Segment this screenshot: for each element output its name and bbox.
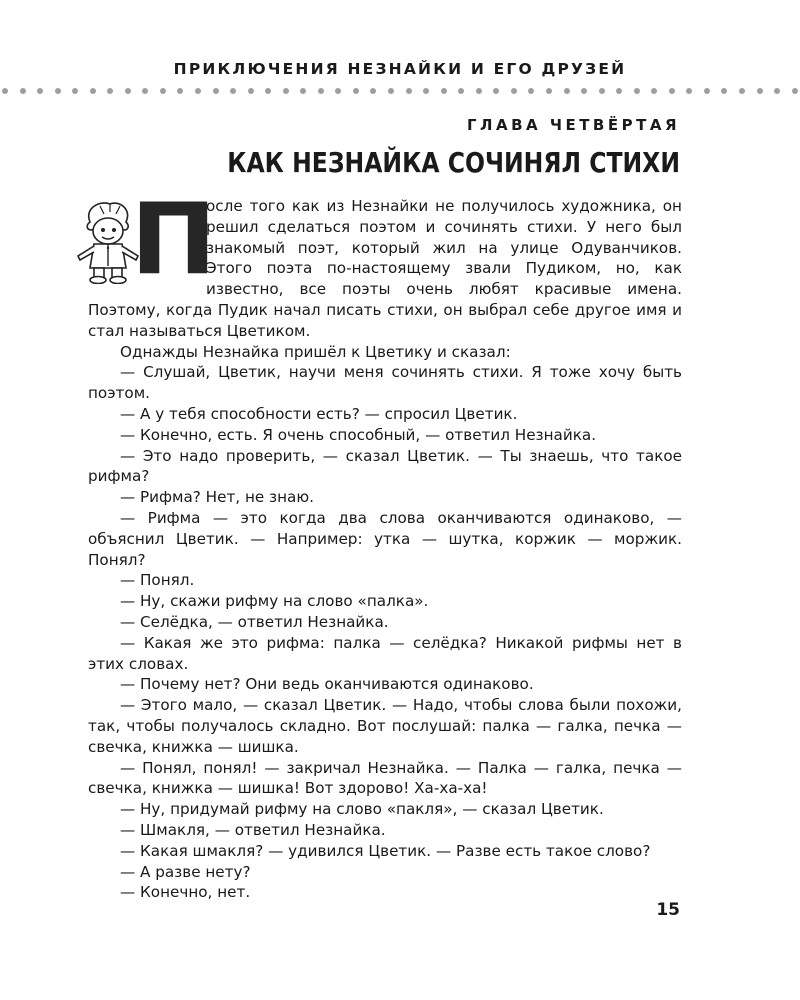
divider-dot bbox=[546, 88, 552, 94]
divider-dot bbox=[599, 88, 605, 94]
divider-dot bbox=[90, 88, 96, 94]
divider-dot bbox=[669, 88, 675, 94]
divider-dot bbox=[37, 88, 43, 94]
dialogue-line: — Какая шмакля? — удивился Цветик. — Разве есть такое слово? bbox=[88, 841, 682, 862]
dialogue-line: — Слушай, Цветик, научи меня сочинять стихи. Я тоже хочу быть поэтом. bbox=[88, 362, 682, 404]
divider-dot bbox=[458, 88, 464, 94]
divider-dot bbox=[72, 88, 78, 94]
divider-dot bbox=[634, 88, 640, 94]
dotted-divider bbox=[2, 87, 798, 95]
divider-dot bbox=[248, 88, 254, 94]
dialogue-line: — Конечно, есть. Я очень способный, — ответил Незнайка. bbox=[88, 425, 682, 446]
dialogue-line: — Понял. bbox=[88, 570, 682, 591]
divider-dot bbox=[230, 88, 236, 94]
divider-dot bbox=[423, 88, 429, 94]
divider-dot bbox=[739, 88, 745, 94]
divider-dot bbox=[511, 88, 517, 94]
divider-dot bbox=[721, 88, 727, 94]
divider-dot bbox=[265, 88, 271, 94]
page-number: 15 bbox=[656, 900, 680, 920]
dialogue-line: — Этого мало, — сказал Цветик. — Надо, чтобы слова были похожи, так, чтобы получалось складно. Вот послушай: палка — галка, печка — свечка, книжка — шишка. bbox=[88, 695, 682, 757]
divider-dot bbox=[2, 88, 8, 94]
divider-dot bbox=[774, 88, 780, 94]
dialogue-line: — А у тебя способности есть? — спросил Цветик. bbox=[88, 404, 682, 425]
divider-dot bbox=[160, 88, 166, 94]
divider-dot bbox=[125, 88, 131, 94]
divider-dot bbox=[564, 88, 570, 94]
running-title: ПРИКЛЮЧЕНИЯ НЕЗНАЙКИ И ЕГО ДРУЗЕЙ bbox=[173, 60, 627, 78]
divider-dot bbox=[493, 88, 499, 94]
divider-dot bbox=[195, 88, 201, 94]
dialogue-line: — Понял, понял! — закричал Незнайка. — Палка — галка, печка — свечка, книжка — шишка! Вот здорово! Ха-ха-ха! bbox=[88, 758, 682, 800]
divider-dot bbox=[300, 88, 306, 94]
body-text bbox=[88, 183, 683, 903]
divider-dot bbox=[142, 88, 148, 94]
divider-dot bbox=[213, 88, 219, 94]
divider-dot bbox=[388, 88, 394, 94]
divider-dot bbox=[177, 88, 183, 94]
divider-dot bbox=[335, 88, 341, 94]
dialogue-line: — Какая же это рифма: палка — селёдка? Никакой рифмы нет в этих словах. bbox=[88, 633, 682, 675]
dialogue-line: — А разве нету? bbox=[88, 862, 682, 883]
divider-dot bbox=[406, 88, 412, 94]
dialogue-line: — Ну, скажи рифму на слово «палка». bbox=[88, 591, 682, 612]
chapter-label: ГЛАВА ЧЕТВЁРТАЯ bbox=[466, 116, 680, 134]
dialogue-line: — Ну, придумай рифму на слово «пакля», — сказал Цветик. bbox=[88, 799, 682, 820]
divider-dot bbox=[370, 88, 376, 94]
divider-dot bbox=[704, 88, 710, 94]
divider-dot bbox=[441, 88, 447, 94]
divider-dot bbox=[283, 88, 289, 94]
dialogue-line: — Рифма? Нет, не знаю. bbox=[88, 487, 682, 508]
divider-dot bbox=[616, 88, 622, 94]
divider-dot bbox=[757, 88, 763, 94]
paragraph-intro: осле того как из Незнайки не получилось художника, он решил сделаться поэтом и сочинять стихи. У него был знакомый поэт, который жил на улице Одуванчиков. Этого поэта по-настоящему звали Пудиком, но, как известно, все поэты очень любят красивые имена. Поэтому, когда Пудик начал писать стихи, он выбрал себе другое имя и стал называться Цветиком. bbox=[88, 197, 682, 340]
dialogue-line: — Шмакля, — ответил Незнайка. bbox=[88, 820, 682, 841]
divider-dot bbox=[528, 88, 534, 94]
divider-dot bbox=[651, 88, 657, 94]
divider-dot bbox=[792, 88, 798, 94]
divider-dot bbox=[686, 88, 692, 94]
dialogue-line: — Рифма — это когда два слова оканчиваются одинаково, — объяснил Цветик. — Например: утка — шутка, коржик — моржик. Понял? bbox=[88, 508, 682, 570]
dialogue-line: — Почему нет? Они ведь оканчиваются одинаково. bbox=[88, 674, 682, 695]
drop-cap: П bbox=[130, 183, 217, 297]
dialogue-line: — Селёдка, — ответил Незнайка. bbox=[88, 612, 682, 633]
divider-dot bbox=[318, 88, 324, 94]
paragraph: Однажды Незнайка пришёл к Цветику и сказал: bbox=[120, 342, 511, 361]
divider-dot bbox=[20, 88, 26, 94]
divider-dot bbox=[107, 88, 113, 94]
divider-dot bbox=[55, 88, 61, 94]
divider-dot bbox=[476, 88, 482, 94]
dialogue-line: — Конечно, нет. bbox=[88, 882, 682, 903]
dialogue-line: — Это надо проверить, — сказал Цветик. — Ты знаешь, что такое рифма? bbox=[88, 446, 682, 488]
divider-dot bbox=[353, 88, 359, 94]
divider-dot bbox=[581, 88, 587, 94]
chapter-title: КАК НЕЗНАЙКА СОЧИНЯЛ СТИХИ bbox=[227, 146, 680, 179]
